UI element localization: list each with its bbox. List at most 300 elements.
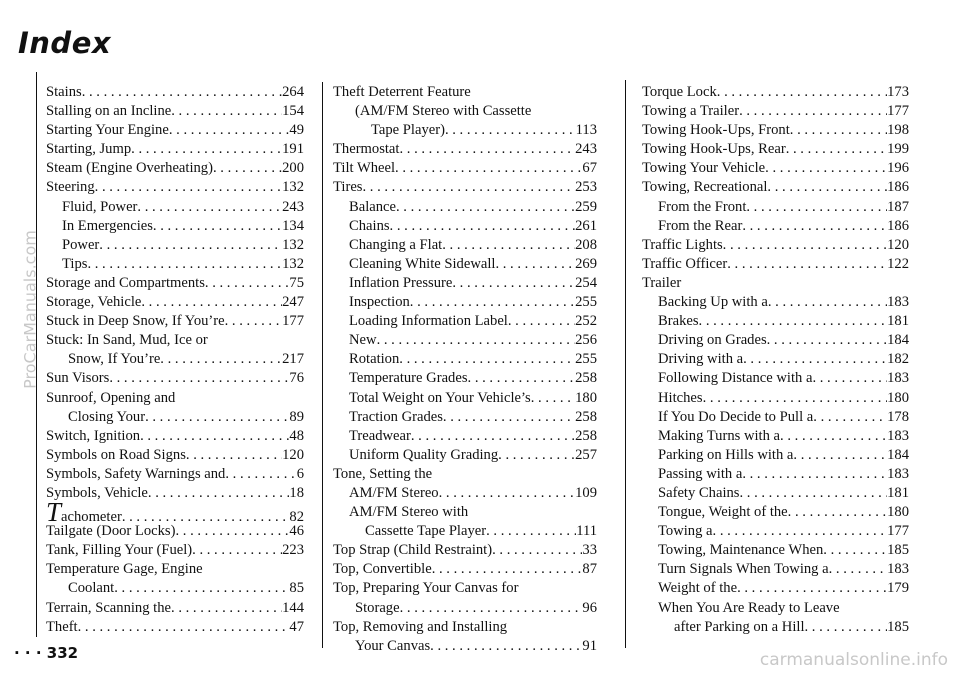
- index-entry-label: Top, Convertible: [333, 561, 432, 578]
- index-entry-label: Towing Hook-Ups, Front: [642, 122, 790, 139]
- dot-leader: [699, 312, 888, 331]
- index-entry: [46, 331, 304, 350]
- index-entry: [46, 389, 304, 408]
- dot-leader: [742, 465, 887, 484]
- index-entry-label: Thermostat: [333, 141, 400, 158]
- dot-leader: [746, 198, 887, 217]
- index-entry: [333, 255, 597, 274]
- index-entry-page: 261: [575, 217, 597, 234]
- index-entry: [333, 484, 597, 503]
- dot-leader: [410, 293, 575, 312]
- index-entry: [333, 465, 597, 484]
- index-entry-label: Sunroof, Opening and: [46, 389, 176, 406]
- index-entry: [46, 408, 304, 427]
- index-entry: [46, 522, 304, 541]
- index-entry: [642, 83, 909, 102]
- index-entry: [642, 293, 909, 312]
- index-entry-label: Your Canvas: [355, 637, 431, 654]
- dot-leader: [171, 102, 282, 121]
- dot-leader: [498, 446, 575, 465]
- dot-leader: [141, 293, 282, 312]
- page-number: 332: [46, 644, 79, 662]
- index-entry-page: 178: [887, 408, 909, 425]
- index-entry-label: Snow, If You’re: [68, 351, 161, 368]
- dot-leader: [486, 522, 576, 541]
- dot-leader: [703, 389, 888, 408]
- index-entry-label: Turn Signals When Towing a: [658, 561, 829, 578]
- index-entry-page: 255: [575, 351, 597, 368]
- index-entry-label: Symbols, Safety Warnings and: [46, 465, 226, 482]
- index-entry-label: Stuck: In Sand, Mud, Ice or: [46, 332, 208, 349]
- index-entry: [642, 217, 909, 236]
- index-entry-label: Switch, Ignition: [46, 427, 141, 444]
- index-entry: [333, 427, 597, 446]
- dot-leader: [225, 465, 296, 484]
- dot-leader: [82, 83, 282, 102]
- index-entry: [46, 369, 304, 388]
- dot-leader: [829, 560, 888, 579]
- index-entry: [642, 350, 909, 369]
- index-entry-label: Tires: [333, 179, 363, 196]
- index-entry-label: (AM/FM Stereo with Cassette: [355, 103, 532, 120]
- dot-leader: [805, 618, 888, 637]
- index-entry: [642, 121, 909, 140]
- index-entry: [642, 140, 909, 159]
- index-entry: [333, 159, 597, 178]
- index-entry: [642, 236, 909, 255]
- dot-leader: [390, 217, 576, 236]
- dot-leader: [812, 369, 887, 388]
- index-column-1: [46, 83, 304, 637]
- index-entry-page: 186: [887, 217, 909, 234]
- index-entry-label: Brakes: [658, 313, 699, 330]
- index-entry-label: Balance: [349, 198, 396, 215]
- dot-leader: [153, 217, 282, 236]
- index-entry-page: 184: [887, 446, 909, 463]
- index-entry-page: 75: [289, 274, 304, 291]
- index-entry-label: Steering: [46, 179, 95, 196]
- index-entry-label: Parking on Hills with a: [658, 446, 794, 463]
- index-entry-page: 191: [282, 141, 304, 158]
- dot-leader: [362, 178, 575, 197]
- index-entry-page: 82: [289, 509, 304, 526]
- index-entry-label: Chains: [349, 217, 390, 234]
- index-entry-label: Total Weight on Your Vehicle’s: [349, 389, 531, 406]
- dot-leader: [432, 560, 583, 579]
- index-entry-label: Top Strap (Child Restraint): [333, 542, 493, 559]
- index-entry: [46, 217, 304, 236]
- index-entry-page: 259: [575, 198, 597, 215]
- index-entry-page: 144: [282, 599, 304, 616]
- index-entry-label: Passing with a: [658, 465, 743, 482]
- index-entry: [46, 484, 304, 503]
- dot-leader: [114, 579, 289, 598]
- index-entry-label: Driving with a: [658, 351, 744, 368]
- index-entry-page: 255: [575, 294, 597, 311]
- index-entry-page: 258: [575, 370, 597, 387]
- index-entry-page: 217: [282, 351, 304, 368]
- index-entry: [333, 446, 597, 465]
- dot-leader: [169, 121, 290, 140]
- index-column-2: [333, 83, 597, 656]
- index-entry: [46, 83, 304, 102]
- index-entry-label: Driving on Grades: [658, 332, 767, 349]
- index-entry: [642, 541, 909, 560]
- index-entry-page: 183: [887, 561, 909, 578]
- index-column-3: [642, 83, 909, 637]
- index-entry: [333, 637, 597, 656]
- index-entry-page: 180: [575, 389, 597, 406]
- index-entry-label: Theft Deterrent Feature: [333, 84, 471, 100]
- index-entry: [46, 293, 304, 312]
- index-entry-label: Tongue, Weight of the: [658, 504, 788, 521]
- index-entry-label: Tachometer: [46, 497, 122, 528]
- dot-leader: [737, 579, 887, 598]
- dot-leader: [780, 427, 887, 446]
- dot-leader: [452, 274, 575, 293]
- index-entry-page: 47: [289, 618, 304, 635]
- index-entry-label: AM/FM Stereo: [349, 484, 439, 501]
- index-entry: [46, 465, 304, 484]
- index-entry-label: Temperature Gage, Engine: [46, 561, 203, 578]
- dot-leader: [717, 83, 887, 102]
- index-entry: [642, 102, 909, 121]
- dot-leader: [411, 427, 575, 446]
- index-entry: [642, 159, 909, 178]
- index-entry-label: Safety Chains: [658, 484, 740, 501]
- index-entry-page: 200: [282, 160, 304, 177]
- dot-leader: [160, 350, 282, 369]
- index-entry: [46, 140, 304, 159]
- index-entry: [46, 236, 304, 255]
- index-entry-page: 48: [289, 427, 304, 444]
- index-entry-page: 247: [282, 294, 304, 311]
- index-entry-page: 199: [887, 141, 909, 158]
- index-entry-label: Torque Lock: [642, 84, 717, 100]
- index-entry-label: Traffic Lights: [642, 236, 723, 253]
- index-entry-page: 258: [575, 408, 597, 425]
- dot-leader: [87, 255, 282, 274]
- index-entry-label: Tilt Wheel: [333, 160, 396, 177]
- dot-leader: [395, 159, 582, 178]
- page-title: Index: [18, 26, 112, 60]
- index-entry: [46, 618, 304, 637]
- index-entry-label: Stalling on an Incline: [46, 103, 172, 120]
- dot-leader: [400, 599, 583, 618]
- index-entry-label: Cassette Tape Player: [365, 523, 487, 540]
- dot-leader: [377, 331, 576, 350]
- dot-leader: [443, 408, 575, 427]
- dot-leader: [788, 503, 887, 522]
- dot-leader: [739, 102, 887, 121]
- dot-leader: [78, 618, 290, 637]
- index-entry-label: Top, Preparing Your Canvas for: [333, 580, 519, 597]
- index-entry-label: Traction Grades: [349, 408, 443, 425]
- dot-leader: [742, 217, 887, 236]
- index-entry: [46, 427, 304, 446]
- index-entry-label: Terrain, Scanning the: [46, 599, 172, 616]
- index-entry: [333, 274, 597, 293]
- dot-leader: [743, 350, 887, 369]
- index-entry-label: Storage and Compartments: [46, 274, 205, 291]
- dot-leader: [508, 312, 575, 331]
- index-entry-page: 223: [282, 542, 304, 559]
- index-entry-page: 120: [887, 236, 909, 253]
- index-entry-label: Backing Up with a: [658, 294, 768, 311]
- index-entry-label: Uniform Quality Grading: [349, 446, 499, 463]
- index-entry-page: 180: [887, 504, 909, 521]
- index-entry: [642, 522, 909, 541]
- dot-leader: [137, 198, 282, 217]
- index-entry-label: Inflation Pressure: [349, 274, 453, 291]
- index-entry-label: Power: [62, 236, 100, 253]
- index-entry: [642, 369, 909, 388]
- index-entry: [642, 579, 909, 598]
- index-entry-page: 122: [887, 255, 909, 272]
- index-entry-page: 177: [282, 313, 304, 330]
- index-entry: [333, 236, 597, 255]
- index-entry: [46, 102, 304, 121]
- index-entry-label: Rotation: [349, 351, 400, 368]
- index-entry-page: 96: [582, 599, 597, 616]
- dot-leader: [175, 522, 289, 541]
- index-entry-label: AM/FM Stereo with: [349, 504, 469, 521]
- index-entry-page: 258: [575, 427, 597, 444]
- index-entry-label: Towing Hook-Ups, Rear: [642, 141, 786, 158]
- footer-dots: · · ·: [14, 644, 42, 662]
- index-entry-page: 89: [289, 408, 304, 425]
- dot-leader: [765, 159, 887, 178]
- dot-leader: [109, 369, 289, 388]
- index-entry-page: 208: [575, 236, 597, 253]
- index-entry-page: 264: [282, 84, 304, 100]
- index-entry: [46, 312, 304, 331]
- dot-leader: [95, 178, 282, 197]
- index-entry-page: 173: [887, 84, 909, 100]
- index-entry-label: Symbols on Road Signs: [46, 446, 186, 463]
- index-entry-label: after Parking on a Hill: [674, 618, 805, 635]
- index-entry-page: 113: [575, 122, 597, 139]
- index-entry-label: Tone, Setting the: [333, 465, 433, 482]
- index-entry-page: 87: [582, 561, 597, 578]
- dot-leader: [225, 312, 282, 331]
- index-entry-label: When You Are Ready to Leave: [658, 599, 840, 616]
- index-entry-page: 257: [575, 446, 597, 463]
- index-entry-label: From the Front: [658, 198, 747, 215]
- dot-leader: [790, 121, 887, 140]
- index-entry-label: Sun Visors: [46, 370, 110, 387]
- index-entry: [642, 465, 909, 484]
- index-entry-page: 185: [887, 618, 909, 635]
- dot-leader: [186, 446, 282, 465]
- index-entry-label: Cleaning White Sidewall: [349, 255, 496, 272]
- index-entry-page: 252: [575, 313, 597, 330]
- dot-leader: [723, 236, 887, 255]
- index-entry: [46, 350, 304, 369]
- index-entry: [333, 198, 597, 217]
- index-entry-label: Storage: [355, 599, 400, 616]
- index-entry-label: Towing, Maintenance When: [658, 542, 824, 559]
- index-entry-page: 18: [289, 484, 304, 501]
- index-entry-label: Treadwear: [349, 427, 411, 444]
- index-entry: [46, 274, 304, 293]
- index-entry-page: 269: [575, 255, 597, 272]
- index-entry-page: 181: [887, 313, 909, 330]
- index-entry-page: 177: [887, 103, 909, 120]
- index-entry-label: Inspection: [349, 294, 410, 311]
- index-entry-label: Fluid, Power: [62, 198, 138, 215]
- dot-leader: [99, 236, 282, 255]
- index-entry-page: 253: [575, 179, 597, 196]
- dot-leader: [767, 178, 887, 197]
- index-entry: [642, 274, 909, 293]
- index-entry: [46, 446, 304, 465]
- dot-leader: [396, 198, 575, 217]
- column-rule-middle: [322, 82, 323, 648]
- index-entry-label: Towing, Recreational: [642, 179, 768, 196]
- index-entry: [333, 350, 597, 369]
- dot-leader: [793, 446, 887, 465]
- index-entry-page: 179: [887, 580, 909, 597]
- index-entry-page: 91: [582, 637, 597, 654]
- index-entry: [333, 522, 597, 541]
- index-entry-label: Making Turns with a: [658, 427, 781, 444]
- index-entry-label: Starting, Jump: [46, 141, 132, 158]
- index-entry: [642, 178, 909, 197]
- dot-leader: [430, 637, 582, 656]
- index-entry-page: 185: [887, 542, 909, 559]
- index-entry: [642, 446, 909, 465]
- dot-leader: [442, 236, 575, 255]
- dot-leader: [213, 159, 282, 178]
- index-entry-label: If You Do Decide to Pull a: [658, 408, 814, 425]
- index-entry: [46, 159, 304, 178]
- index-entry: [46, 178, 304, 197]
- index-entry-label: Temperature Grades: [349, 370, 468, 387]
- index-entry: [333, 217, 597, 236]
- index-entry: [333, 312, 597, 331]
- index-entry: [642, 408, 909, 427]
- dot-leader: [786, 140, 887, 159]
- index-entry: [333, 369, 597, 388]
- index-entry-label: Tailgate (Door Locks): [46, 523, 176, 540]
- index-entry-page: 33: [582, 542, 597, 559]
- index-entry: [46, 579, 304, 598]
- index-entry: [46, 541, 304, 560]
- index-entry: [46, 198, 304, 217]
- index-entry: [333, 121, 597, 140]
- index-entry-page: 182: [887, 351, 909, 368]
- index-entry: [642, 255, 909, 274]
- index-entry-page: 181: [887, 484, 909, 501]
- dot-leader: [495, 255, 575, 274]
- index-entry-label: Tape Player): [371, 122, 445, 139]
- index-entry-page: 132: [282, 179, 304, 196]
- index-entry: [642, 560, 909, 579]
- index-entry-page: 183: [887, 370, 909, 387]
- index-entry-page: 183: [887, 427, 909, 444]
- dot-leader: [492, 541, 582, 560]
- dot-leader: [399, 350, 575, 369]
- index-entry-label: Symbols, Vehicle: [46, 484, 148, 501]
- index-entry-label: Top, Removing and Installing: [333, 618, 508, 635]
- index-entry-label: Steam (Engine Overheating): [46, 160, 213, 177]
- index-entry: [642, 618, 909, 637]
- index-entry-label: Tips: [62, 255, 88, 272]
- index-entry-page: 243: [575, 141, 597, 158]
- index-entry-label: Hitches: [658, 389, 703, 406]
- index-entry: [333, 178, 597, 197]
- index-entry: [642, 503, 909, 522]
- index-entry: [642, 312, 909, 331]
- index-entry-page: 254: [575, 274, 597, 291]
- index-entry: [333, 140, 597, 159]
- watermark-bottom: carmanualsonline.info: [759, 650, 948, 670]
- index-entry-page: 256: [575, 332, 597, 349]
- index-entry-label: Storage, Vehicle: [46, 294, 142, 311]
- index-entry-label: Closing Your: [68, 408, 146, 425]
- index-entry-page: 198: [887, 122, 909, 139]
- column-rule-right: [625, 80, 626, 648]
- index-entry-page: 85: [289, 580, 304, 597]
- index-entry-label: New: [349, 332, 377, 349]
- index-entry-page: 154: [282, 103, 304, 120]
- index-entry-page: 184: [887, 332, 909, 349]
- index-entry-page: 76: [289, 370, 304, 387]
- dot-leader: [399, 140, 575, 159]
- index-entry-label: Tank, Filling Your (Fuel): [46, 542, 193, 559]
- index-entry-page: 6: [296, 465, 304, 482]
- index-entry-label: Loading Information Label: [349, 313, 508, 330]
- index-entry-label: Following Distance with a: [658, 370, 813, 387]
- index-entry-label: Trailer: [642, 274, 682, 291]
- dot-leader: [445, 121, 576, 140]
- index-entry-page: 120: [282, 446, 304, 463]
- index-entry-page: 49: [289, 122, 304, 139]
- index-entry-page: 109: [575, 484, 597, 501]
- dot-leader: [205, 274, 290, 293]
- index-entry: [333, 83, 597, 102]
- index-entry-label: From the Rear: [658, 217, 743, 234]
- index-entry-label: Weight of the: [658, 580, 738, 597]
- index-entry-label: Towing Your Vehicle: [642, 160, 766, 177]
- index-entry: [333, 579, 597, 598]
- dot-leader: [171, 599, 282, 618]
- index-entry-label: Coolant: [68, 580, 115, 597]
- index-entry: [333, 599, 597, 618]
- dot-leader: [148, 484, 290, 503]
- index-entry-page: 183: [887, 465, 909, 482]
- index-entry-label: Stains: [46, 84, 82, 100]
- index-entry-label: In Emergencies: [62, 217, 153, 234]
- index-entry: [642, 484, 909, 503]
- index-entry-label: Changing a Flat: [349, 236, 443, 253]
- index-entry-page: 111: [576, 523, 597, 540]
- index-entry-page: 132: [282, 236, 304, 253]
- dot-leader: [823, 541, 887, 560]
- dot-leader: [468, 369, 576, 388]
- index-entry: [333, 293, 597, 312]
- index-entry: [333, 618, 597, 637]
- page-footer: [14, 644, 78, 662]
- index-entry: [642, 198, 909, 217]
- index-entry: [642, 331, 909, 350]
- dot-leader: [131, 140, 282, 159]
- index-entry-page: 187: [887, 198, 909, 215]
- index-entry: [46, 560, 304, 579]
- index-entry: [333, 331, 597, 350]
- index-entry: [46, 497, 304, 528]
